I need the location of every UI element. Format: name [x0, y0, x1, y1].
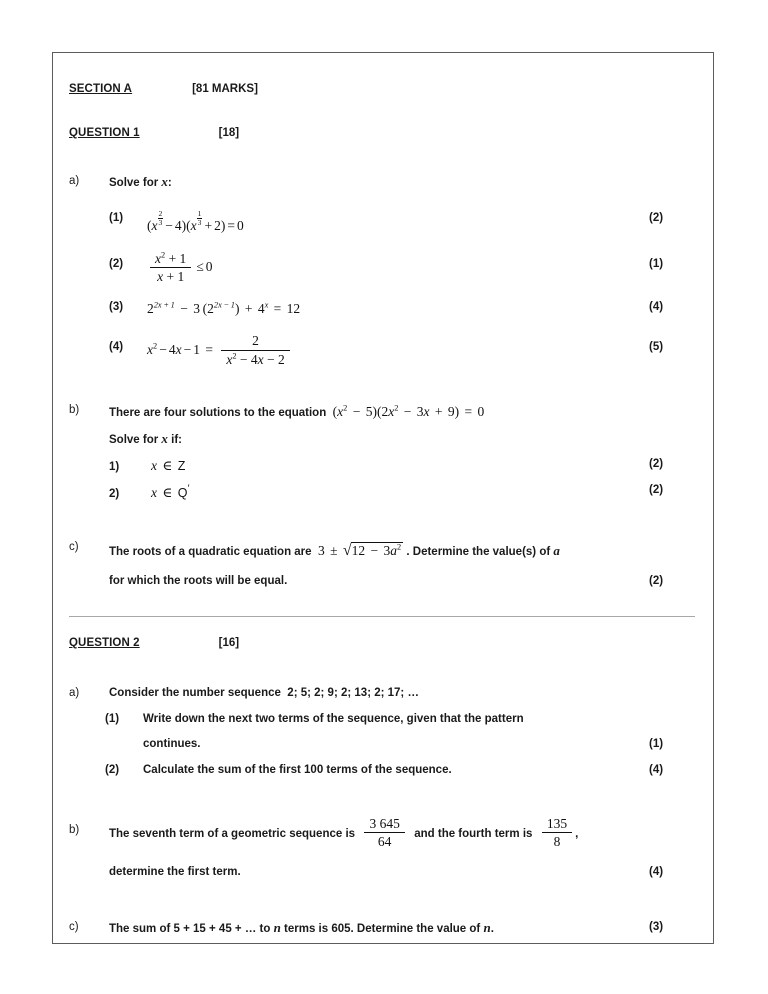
q1b-item2-row: [53, 482, 713, 503]
q1b-item2: [109, 482, 649, 503]
q2-part-c-variable-n1: n: [273, 919, 281, 935]
q1b-item1-number: 1): [109, 461, 120, 474]
q2-part-b-frac1-numerator: 3 645: [369, 815, 400, 831]
section-heading-row: [53, 83, 713, 95]
q1a-item2-number: (2): [109, 257, 124, 270]
q2-part-b-label: b): [69, 823, 80, 836]
section-title: SECTION A: [69, 83, 133, 95]
q1a-item1-marks: (2): [649, 211, 664, 224]
question1-title: QUESTION 1: [69, 127, 140, 139]
spacer-7: [53, 368, 713, 402]
q1a-item3-marks: (4): [649, 300, 664, 313]
q1b-item1-math: x ∈ Z: [151, 458, 186, 474]
q2-part-b-frac1-denominator: 64: [364, 832, 404, 849]
q1b-item1-setname: Z: [177, 459, 186, 474]
spacer-9: [53, 449, 713, 456]
q2-part-a-stem-text: Consider the number sequence: [109, 686, 281, 699]
q1-part-c-label: c): [69, 541, 79, 554]
q1b-item2-marks: (2): [649, 483, 664, 496]
q2-part-b-frac2-denominator: 8: [542, 832, 572, 849]
q2a-item2-number: (2): [105, 763, 120, 776]
q2a-item1-text-line1: Write down the next two terms of the sequence, given that the pattern: [143, 712, 524, 725]
q1a-item3-number: (3): [109, 300, 124, 313]
question1-marks: [18]: [218, 127, 240, 139]
spacer-21: [53, 881, 713, 919]
q1a-item1-number: (1): [109, 211, 124, 224]
q2a-item1-row2: [53, 736, 713, 753]
q2-part-c-text: [109, 919, 649, 938]
spacer-11: [53, 503, 713, 539]
q2a-item2-marks: (4): [649, 763, 664, 776]
q1b-item1-marks: (2): [649, 458, 664, 471]
q2-part-c-text-b: terms is 605. Determine the value of: [284, 922, 481, 935]
q2-part-b-text-c: ,: [575, 827, 579, 840]
page-content: [53, 53, 713, 943]
q1-part-b-variable: x: [161, 431, 168, 447]
q1-part-a-stem-row: [53, 173, 713, 192]
q1-part-a-stem-colon: :: [167, 177, 172, 189]
q1a-item1-row: [53, 210, 713, 236]
spacer-2: [53, 139, 713, 173]
q2-part-a-stem: [109, 685, 649, 702]
q2-part-b-text-a: The seventh term of a geometric sequence is: [109, 827, 356, 840]
q1a-item4-expression: [147, 334, 649, 367]
q1-part-a-stem: [109, 173, 649, 192]
q1a-item3-math: $2^{2x + 1} - 3$ $(2^{2x - 1}) + 4^x = 12$: [147, 300, 301, 316]
q1-part-c-variable: a: [553, 543, 560, 559]
q2a-item1-text-line2: continues.: [143, 738, 201, 751]
q1a-item2-math: $\frac{x^2 + 1}{x + 1}$ ≤ 0: [147, 259, 212, 274]
q1-part-b-if-text: if:: [171, 434, 182, 447]
q1-part-c-line1-row: [53, 539, 713, 562]
q1a-item4-marks: (5): [649, 341, 664, 354]
section-marks: [81 MARKS]: [192, 83, 258, 95]
q1-part-a-stem-text: Solve for: [109, 177, 159, 189]
q2a-item1-marks: (1): [649, 738, 664, 751]
q2-part-c-marks: (3): [649, 920, 664, 933]
q2-part-c-row: [53, 919, 713, 938]
q1a-item1-math: (x $\frac{2}{3}$ − 4)(x $\frac{1}{3}$ + 2) = 0: [147, 209, 244, 233]
question1-heading-row: [53, 127, 713, 139]
q1-part-b-stem: [109, 402, 649, 422]
spacer-19: [53, 779, 713, 817]
q1a-item2-row: [53, 252, 713, 285]
q2a-item2-row: [53, 762, 713, 779]
q1-part-b-subprompt: [109, 430, 649, 449]
q1b-item2-prime: ′: [187, 482, 190, 495]
q2-part-b-line2: determine the first term.: [109, 866, 241, 879]
q2-part-b-line1-row: [53, 817, 713, 851]
q1-part-a-label: a): [69, 175, 80, 187]
q1a-item3-expression: [147, 299, 649, 319]
q2-part-a-sequence: 2; 5; 2; 9; 2; 13; 2; 17; …: [287, 686, 419, 699]
spacer-8: [53, 421, 713, 430]
question2-marks: [16]: [218, 636, 240, 649]
spacer-12: [53, 562, 713, 573]
q2a-item2-text: Calculate the sum of the first 100 terms of the sequence.: [143, 763, 452, 776]
q1-part-b-stem-text: There are four solutions to the equation: [109, 406, 327, 419]
q1a-item2-marks: (1): [649, 257, 664, 270]
q2-part-b-fraction-2: [539, 815, 575, 849]
q2-part-b-line1: [109, 817, 649, 851]
spacer-5: [53, 285, 713, 299]
q2-part-c-label: c): [69, 920, 79, 933]
q1-part-c-line2-row: [53, 573, 713, 590]
q1-part-c-roots-expression: $3 \pm √12 - 3a^2$: [317, 542, 402, 560]
q1a-item3-row: [53, 299, 713, 319]
q2-part-b-marks: (4): [649, 866, 664, 879]
q2-part-a-label: a): [69, 686, 80, 699]
spacer-18: [53, 753, 713, 762]
q1-part-c-intro-text: The roots of a quadratic equation are: [109, 546, 312, 559]
q1b-item2-setname: Q: [177, 486, 188, 501]
q2a-item1-row: [53, 711, 713, 728]
spacer-16: [53, 702, 713, 711]
q1b-item1: [109, 456, 649, 476]
question2-heading-row: [53, 637, 713, 649]
q1b-item1-row: [53, 456, 713, 476]
q1a-item4-number: (4): [109, 341, 124, 354]
q1b-item2-number: 2): [109, 488, 120, 501]
spacer-6: [53, 318, 713, 334]
q2a-item1-number: (1): [105, 712, 120, 725]
q1-part-b-subprompt-row: [53, 430, 713, 449]
q1-part-b-label: b): [69, 403, 80, 416]
q2-part-a-stem-row: [53, 685, 713, 702]
q2-part-b-frac2-numerator: 135: [546, 815, 568, 831]
q2-part-b-line2-row: [53, 864, 713, 881]
spacer-top: [53, 53, 713, 83]
spacer-4: [53, 236, 713, 252]
q1-part-b-solve-text: Solve for: [109, 434, 159, 447]
q1-part-c-determine-text: . Determine the value(s) of: [406, 546, 551, 559]
q1b-item2-math: x ∈ Q′: [151, 482, 190, 501]
spacer-13: [53, 590, 713, 616]
q2-part-b-fraction-1: [361, 815, 407, 849]
q1a-item2-expression: [147, 252, 649, 285]
q1-part-c-line1: [109, 539, 649, 562]
q1a-item1-expression: [147, 210, 649, 236]
q1-part-a-stem-variable: x: [161, 174, 168, 189]
spacer-14: [53, 617, 713, 637]
q2-part-c-variable-n2: n: [483, 919, 491, 935]
q2-part-c-text-c: .: [490, 922, 494, 935]
exam-page: [52, 52, 714, 944]
spacer-1: [53, 95, 713, 127]
spacer-20: [53, 850, 713, 864]
q2-part-c-text-a: The sum of 5 + 15 + 45 + … to: [109, 922, 271, 935]
spacer-15: [53, 649, 713, 685]
q1-part-c-line2: for which the roots will be equal.: [109, 575, 288, 588]
q1-part-b-stem-row: [53, 402, 713, 422]
question2-title: QUESTION 2: [69, 636, 140, 649]
spacer-3: [53, 192, 713, 210]
q1a-item4-math: $x^2 - 4x - 1$ = $\frac{2}{x^2 - 4x - 2}$: [147, 342, 293, 357]
spacer-17: [53, 727, 713, 736]
q1-part-b-equation: $(x^2 - 5)(2x^2 - 3x + 9) = 0$: [332, 403, 485, 419]
q1-part-c-marks: (2): [649, 575, 664, 588]
q1a-item4-row: [53, 334, 713, 367]
q2-part-b-text-b: and the fourth term is: [414, 827, 533, 840]
